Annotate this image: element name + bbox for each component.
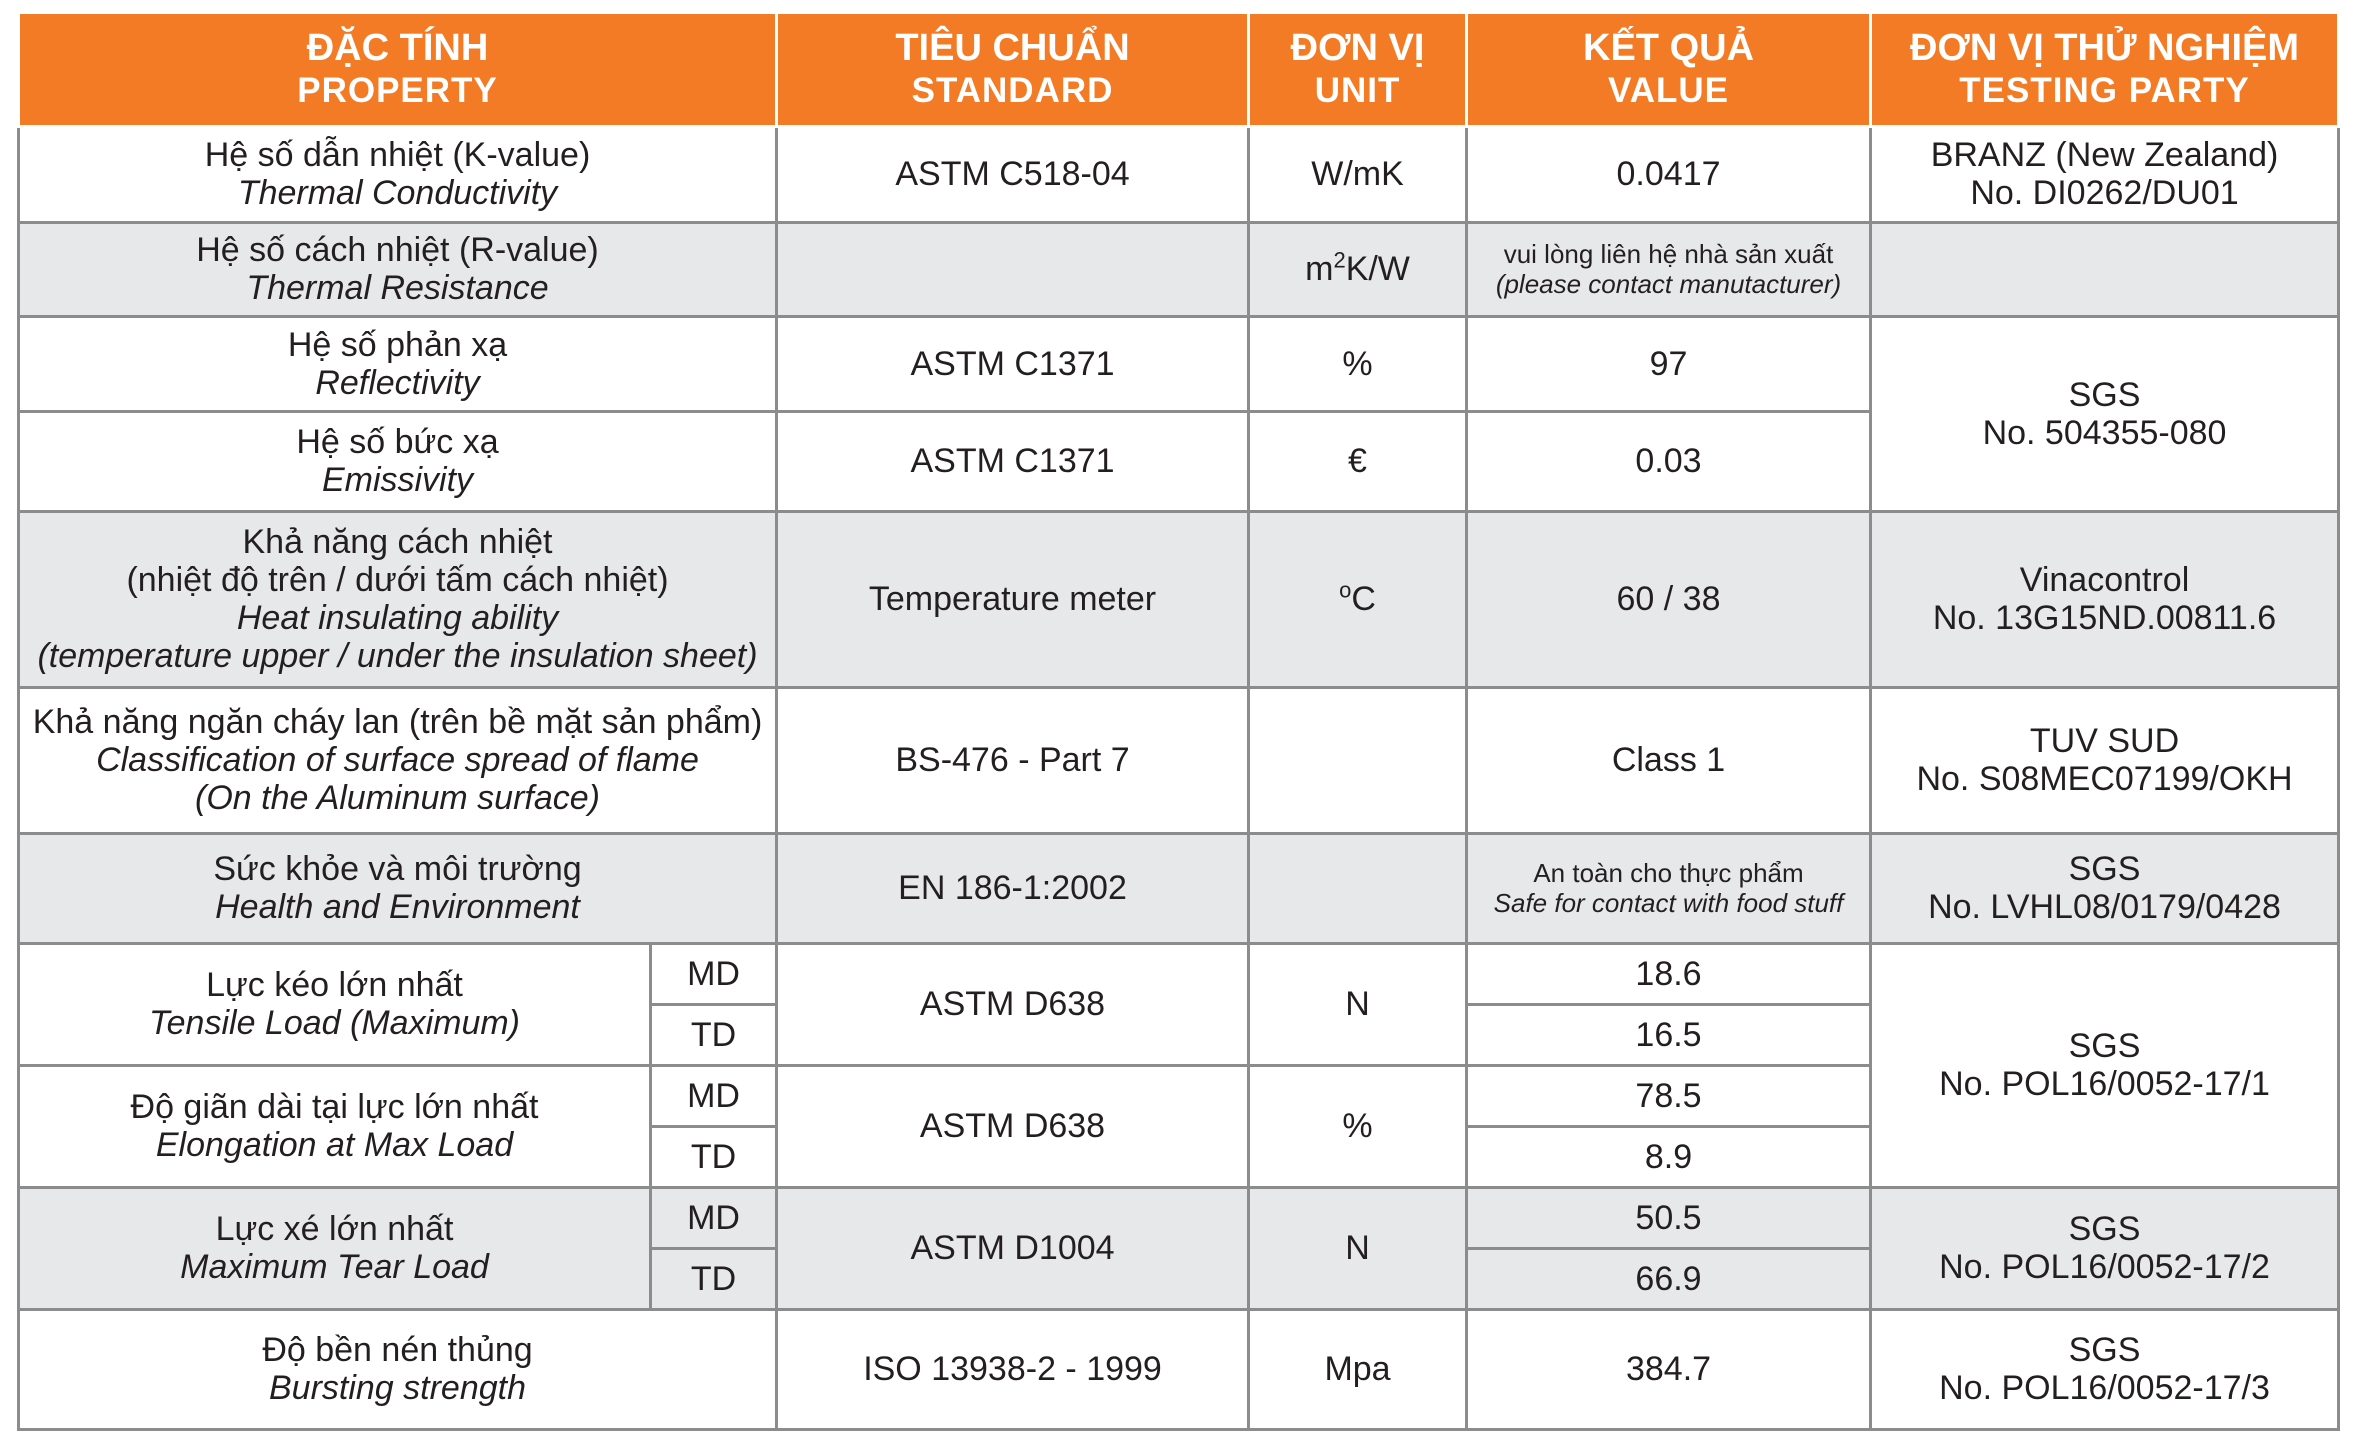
property-cell: Khả năng ngăn cháy lan (trên bề mặt sản phẩm) Classification of surface spread of flame (On the Aluminum surface) [19, 687, 777, 833]
header-value: KẾT QUẢ VALUE [1467, 14, 1871, 126]
direction-md: MD [651, 1065, 777, 1126]
header-property: ĐẶC TÍNH PROPERTY [19, 14, 777, 126]
table-row [19, 687, 2339, 833]
unit-cell: $^o$C [1249, 511, 1467, 687]
table-row [19, 833, 2339, 943]
value-cell: 0.03 [1467, 411, 1871, 511]
property-cell: Lực xé lớn nhất Maximum Tear Load [19, 1187, 651, 1309]
party-cell: SGS No. LVHL08/0179/0428 [1871, 833, 2339, 943]
header-testing-party: ĐƠN VỊ THỬ NGHIỆM TESTING PARTY [1871, 14, 2339, 126]
value-cell: 18.6 [1467, 943, 1871, 1004]
table-row [19, 126, 2339, 222]
unit-cell [1249, 687, 1467, 833]
standard-cell: ASTM C1371 [777, 411, 1249, 511]
table-row [19, 222, 2339, 316]
standard-cell [777, 222, 1249, 316]
unit-cell: N [1249, 1187, 1467, 1309]
party-cell: Vinacontrol No. 13G15ND.00811.6 [1871, 511, 2339, 687]
table-row [19, 511, 2339, 687]
unit-cell: N [1249, 943, 1467, 1065]
party-cell: SGS No. POL16/0052-17/3 [1871, 1309, 2339, 1429]
value-cell: 66.9 [1467, 1248, 1871, 1309]
standard-cell: ASTM C518-04 [777, 126, 1249, 222]
value-cell: 384.7 [1467, 1309, 1871, 1429]
standard-cell: EN 186-1:2002 [777, 833, 1249, 943]
standard-cell: BS-476 - Part 7 [777, 687, 1249, 833]
table-row [19, 316, 2339, 411]
direction-md: MD [651, 943, 777, 1004]
property-cell: Hệ số phản xạ Reflectivity [19, 316, 777, 411]
party-cell: BRANZ (New Zealand) No. DI0262/DU01 [1871, 126, 2339, 222]
direction-td: TD [651, 1248, 777, 1309]
value-cell: 8.9 [1467, 1126, 1871, 1187]
party-cell [1871, 222, 2339, 316]
property-cell: Hệ số cách nhiệt (R-value) Thermal Resistance [19, 222, 777, 316]
standard-cell: ISO 13938-2 - 1999 [777, 1309, 1249, 1429]
value-cell: An toàn cho thực phẩm Safe for contact with food stuff [1467, 833, 1871, 943]
property-cell: Độ bền nén thủng Bursting strength [19, 1309, 777, 1429]
party-cell: TUV SUD No. S08MEC07199/OKH [1871, 687, 2339, 833]
value-cell: 16.5 [1467, 1004, 1871, 1065]
header-row [19, 14, 2339, 126]
property-cell: Lực kéo lớn nhất Tensile Load (Maximum) [19, 943, 651, 1065]
unit-cell: € [1249, 411, 1467, 511]
standard-cell: ASTM D1004 [777, 1187, 1249, 1309]
property-cell: Hệ số dẫn nhiệt (K-value) Thermal Conductivity [19, 126, 777, 222]
unit-cell: $m^2K/W$ [1249, 222, 1467, 316]
table-row [19, 1187, 2339, 1248]
party-cell: SGS No. 504355-080 [1871, 316, 2339, 511]
header-standard: TIÊU CHUẨN STANDARD [777, 14, 1249, 126]
table-row [19, 943, 2339, 1004]
standard-cell: Temperature meter [777, 511, 1249, 687]
spec-table [17, 14, 2340, 1431]
standard-cell: ASTM D638 [777, 1065, 1249, 1187]
property-cell: Khả năng cách nhiệt (nhiệt độ trên / dưới tấm cách nhiệt) Heat insulating ability (temperature upper / under the insulation sheet) [19, 511, 777, 687]
property-cell: Sức khỏe và môi trường Health and Environment [19, 833, 777, 943]
party-cell: SGS No. POL16/0052-17/1 [1871, 943, 2339, 1187]
value-cell: 78.5 [1467, 1065, 1871, 1126]
unit-cell: % [1249, 1065, 1467, 1187]
unit-cell: W/mK [1249, 126, 1467, 222]
direction-td: TD [651, 1004, 777, 1065]
unit-cell [1249, 833, 1467, 943]
value-cell: vui lòng liên hệ nhà sản xuất (please contact manutacturer) [1467, 222, 1871, 316]
direction-td: TD [651, 1126, 777, 1187]
property-cell: Hệ số bức xạ Emissivity [19, 411, 777, 511]
standard-cell: ASTM C1371 [777, 316, 1249, 411]
table-row [19, 1309, 2339, 1429]
value-cell: 60 / 38 [1467, 511, 1871, 687]
value-cell: 50.5 [1467, 1187, 1871, 1248]
value-cell: Class 1 [1467, 687, 1871, 833]
standard-cell: ASTM D638 [777, 943, 1249, 1065]
property-cell: Độ giãn dài tại lực lớn nhất Elongation at Max Load [19, 1065, 651, 1187]
party-cell: SGS No. POL16/0052-17/2 [1871, 1187, 2339, 1309]
direction-md: MD [651, 1187, 777, 1248]
value-cell: 0.0417 [1467, 126, 1871, 222]
unit-cell: Mpa [1249, 1309, 1467, 1429]
value-cell: 97 [1467, 316, 1871, 411]
header-unit: ĐƠN VỊ UNIT [1249, 14, 1467, 126]
unit-cell: % [1249, 316, 1467, 411]
